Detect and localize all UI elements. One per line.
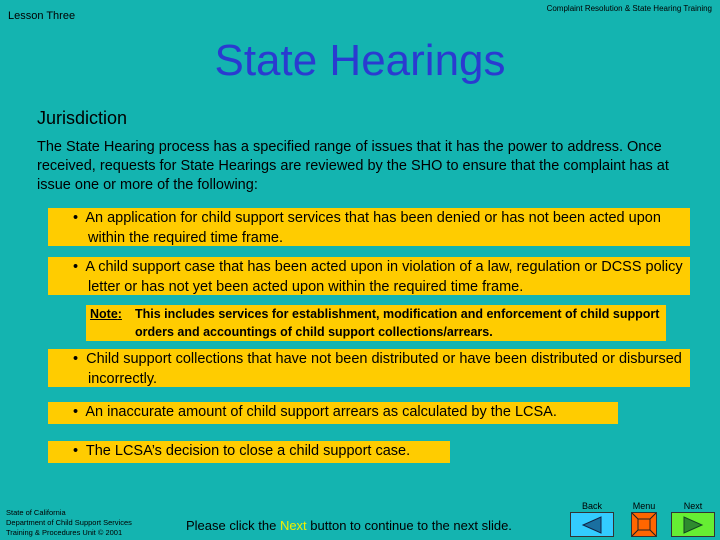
note-label: Note: (90, 307, 122, 321)
footer-line: State of California (6, 508, 66, 517)
bullet-item: • The LCSA’s decision to close a child support case. (48, 441, 450, 463)
lesson-label: Lesson Three (8, 10, 76, 22)
bullet-item: • A child support case that has been acted upon in violation of a law, regulation or DCSS policy letter or has not yet been acted upon within the required time frame. (48, 257, 690, 295)
footer-line: Training & Procedures Unit © 2001 (6, 528, 123, 537)
next-arrow-icon (671, 512, 715, 537)
bullet-text: An inaccurate amount of child support arrears as calculated by the LCSA. (85, 404, 557, 420)
menu-label: Menu (632, 501, 656, 511)
bullet-text: A child support case that has been acted upon in violation of a law, regulation or DCSS policy letter or has not yet been acted upon within the required time frame. (85, 259, 683, 295)
bullet-item: • An application for child support services that has been denied or has not been acted upon within the required time frame. (48, 208, 690, 246)
note-box (86, 305, 666, 341)
section-heading: Jurisdiction (37, 108, 128, 128)
note-text: This includes services for establishment, modification and enforcement of child support orders and accountings of child support collections/arrears. (135, 307, 660, 339)
menu-button[interactable] (631, 501, 657, 537)
bullet-item: • Child support collections that have not been distributed or have been distributed or disbursed incorrectly. (48, 349, 690, 387)
menu-square-icon (631, 512, 657, 537)
next-highlight: Next (279, 518, 307, 533)
next-button[interactable] (671, 501, 715, 537)
back-button[interactable] (570, 501, 614, 537)
next-label: Next (683, 501, 703, 511)
footer-credits (6, 508, 132, 538)
footer-line: Department of Child Support Services (6, 518, 132, 527)
intro-paragraph: The State Hearing process has a specified range of issues that it has the power to address. Once received, requests for State Hearings are reviewed by the SHO to ensure that the complaint has at issue one or more of the following: (37, 139, 669, 193)
back-label: Back (581, 501, 602, 511)
bullet-text: Child support collections that have not been distributed or have been distributed or disbursed incorrectly. (86, 351, 682, 387)
instruction-text: Please click the Next button to continue to the next slide. (186, 518, 512, 533)
back-arrow-icon (570, 512, 614, 537)
slide-title: State Hearings (214, 36, 506, 85)
course-title: Complaint Resolution & State Hearing Training (546, 4, 712, 13)
bullet-item: • An inaccurate amount of child support arrears as calculated by the LCSA. (48, 402, 618, 424)
bullet-text: An application for child support services that has been denied or has not been acted upon within the required time frame. (85, 210, 661, 246)
bullet-text: The LCSA’s decision to close a child support case. (85, 443, 411, 459)
